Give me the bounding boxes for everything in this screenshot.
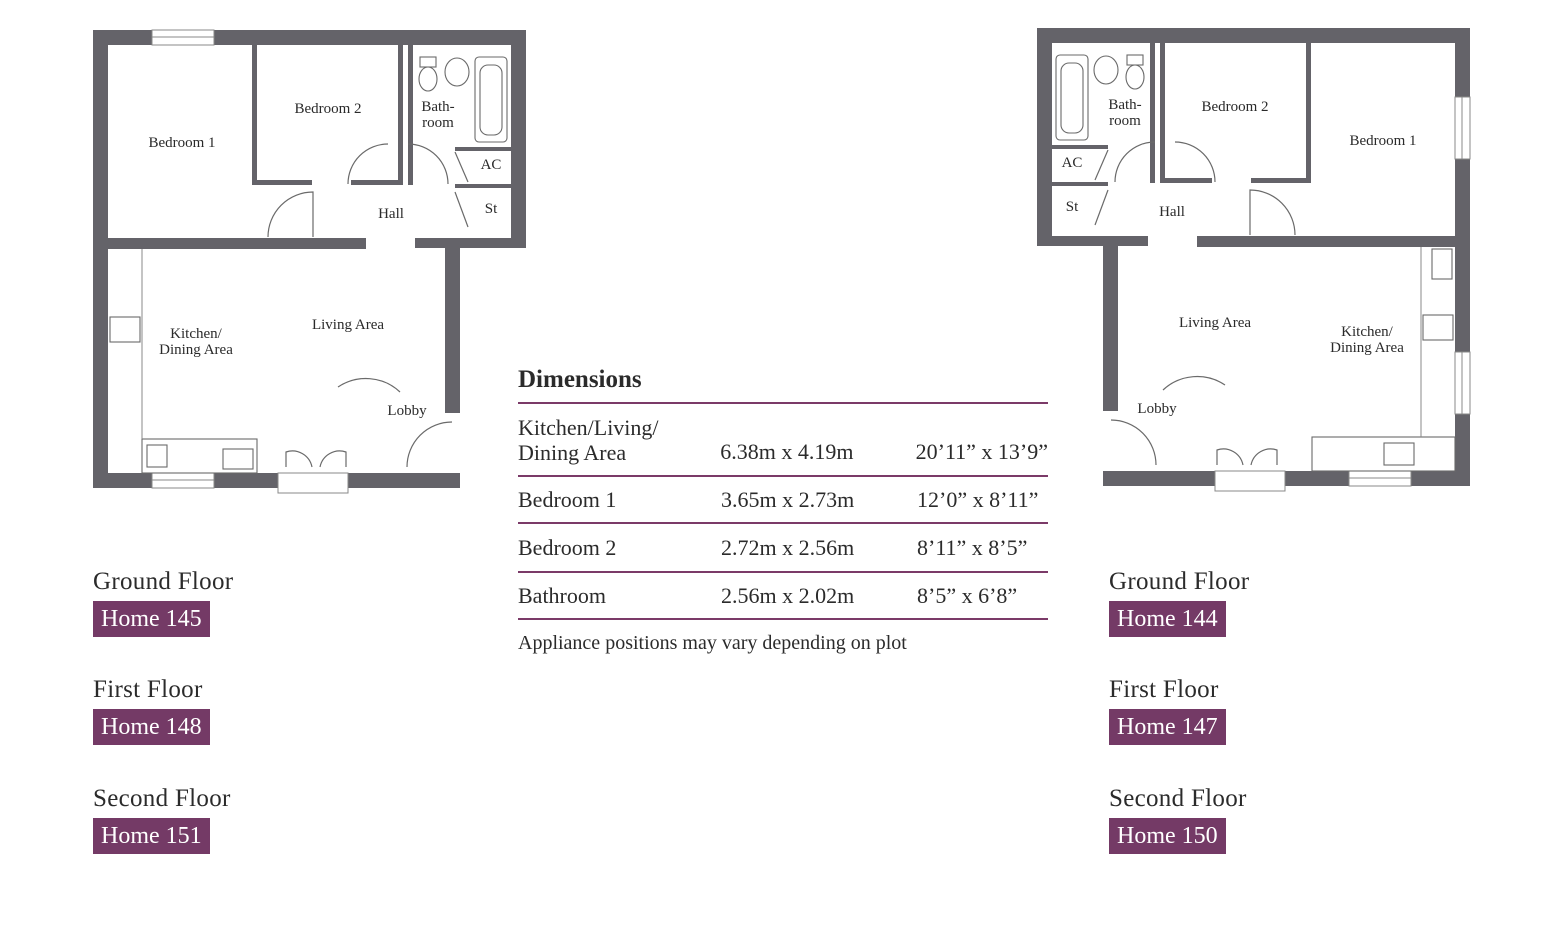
table-row (518, 477, 1048, 524)
dimensions-title: Dimensions (518, 362, 1048, 404)
right-floor-plan (1034, 27, 1474, 497)
room-label-bedroom1: Bedroom 1 (1349, 133, 1417, 149)
room-label-living: Living Area (311, 317, 385, 333)
room-label-kitchen-line2: Dining Area (1330, 340, 1404, 356)
room-label-living: Living Area (1178, 315, 1252, 331)
room-label-ac: AC (480, 157, 502, 173)
room-name-line1: Kitchen/Living/ (518, 414, 659, 440)
appliance-note: Appliance positions may vary depending on plot (518, 632, 907, 654)
metric-size: 3.65m x 2.73m (721, 486, 855, 512)
room-label-bathroom-line1: Bath- (1108, 97, 1142, 113)
imperial-size: 8’5” x 6’8” (917, 582, 1018, 608)
room-name (518, 415, 720, 465)
floor-label: Second Floor (1109, 785, 1247, 812)
metric-size: 6.38m x 4.19m (720, 438, 854, 464)
room-label-lobby: Lobby (387, 403, 427, 419)
room-label-kitchen-line1: Kitchen/ (1341, 324, 1393, 340)
home-badge: Home 148 (93, 709, 210, 745)
left-floor-plan (90, 27, 530, 497)
room-name: Bathroom (518, 583, 606, 608)
imperial-size: 20’11” x 13’9” (915, 438, 1048, 464)
room-label-kitchen-line2: Dining Area (159, 342, 233, 358)
room-label-bedroom2: Bedroom 2 (1201, 99, 1269, 115)
room-label-hall: Hall (378, 206, 404, 222)
room-label-ac: AC (1061, 155, 1083, 171)
metric-size: 2.56m x 2.02m (721, 582, 855, 608)
floor-entry (1109, 783, 1249, 854)
left-floor-list (93, 566, 233, 854)
right-floor-list (1109, 566, 1249, 854)
floor-label: Ground Floor (93, 568, 234, 595)
floor-label: First Floor (93, 676, 203, 703)
home-badge: Home 151 (93, 818, 210, 854)
room-label-lobby: Lobby (1137, 401, 1177, 417)
home-badge: Home 144 (1109, 601, 1226, 637)
home-badge: Home 150 (1109, 818, 1226, 854)
home-badge: Home 145 (93, 601, 210, 637)
room-name-line2: Dining Area (518, 439, 627, 465)
room-label-bathroom-line2: room (422, 115, 454, 131)
room-label-store: St (484, 201, 498, 217)
room-label-bathroom-line1: Bath- (421, 99, 455, 115)
floor-entry (1109, 674, 1249, 783)
room-label-hall: Hall (1159, 204, 1185, 220)
room-label-bedroom1: Bedroom 1 (148, 135, 216, 151)
floor-entry (93, 674, 233, 783)
table-row (518, 573, 1048, 620)
room-label-bathroom-line2: room (1109, 113, 1141, 129)
table-row (518, 404, 1048, 477)
floor-entry (93, 783, 233, 854)
left-floor-plan-drawing (90, 27, 530, 497)
room-name: Bedroom 1 (518, 487, 617, 512)
floor-entry (1109, 566, 1249, 674)
right-floor-plan-drawing (1034, 27, 1474, 497)
room-label-store: St (1065, 199, 1079, 215)
metric-size: 2.72m x 2.56m (721, 534, 855, 560)
room-label-kitchen-line1: Kitchen/ (170, 326, 222, 342)
floor-label: First Floor (1109, 676, 1219, 703)
floor-label: Second Floor (93, 785, 231, 812)
dimensions-table (518, 362, 1048, 655)
imperial-size: 12’0” x 8’11” (917, 486, 1039, 512)
floor-label: Ground Floor (1109, 568, 1250, 595)
room-name: Bedroom 2 (518, 535, 617, 560)
imperial-size: 8’11” x 8’5” (917, 534, 1028, 560)
floor-entry (93, 566, 233, 674)
room-label-bedroom2: Bedroom 2 (294, 101, 362, 117)
table-row (518, 524, 1048, 573)
home-badge: Home 147 (1109, 709, 1226, 745)
